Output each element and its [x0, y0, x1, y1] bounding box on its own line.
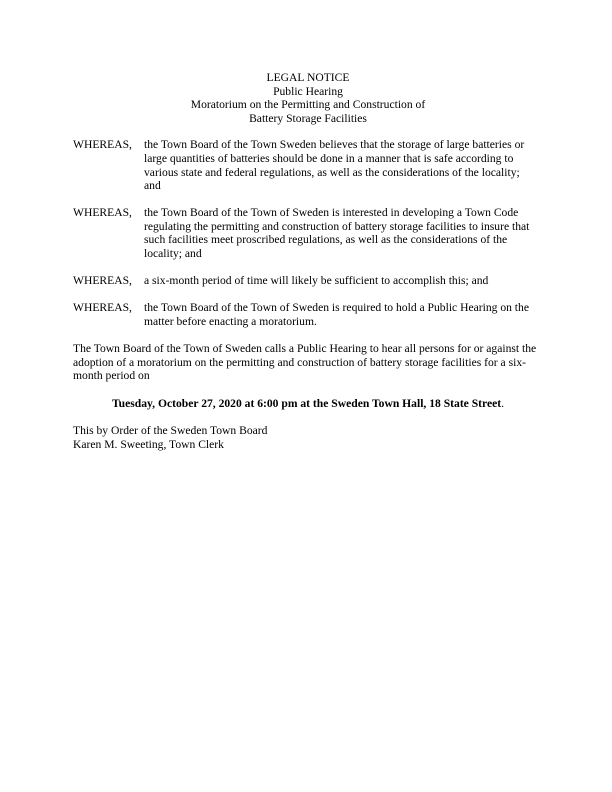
signoff-order-line: This by Order of the Sweden Town Board: [73, 424, 268, 438]
whereas-label: WHEREAS,: [73, 206, 132, 220]
whereas-clause-1: [73, 138, 543, 192]
whereas-clause-2: [73, 206, 543, 260]
notice-topic-line1: Moratorium on the Permitting and Construction of: [190, 98, 426, 112]
notice-title: LEGAL NOTICE: [266, 71, 350, 84]
hearing-date-location: [73, 397, 543, 411]
whereas-text: the Town Board of the Town of Sweden is interested in developing a Town Code regulating the permitting and construction of battery storage facilities to insure that such facilities meet proscribed regulations, as well as the considerations of the locality; and: [144, 206, 530, 261]
whereas-label: WHEREAS,: [73, 138, 132, 152]
notice-subtitle: Public Hearing: [273, 84, 343, 98]
whereas-clause-4: [73, 301, 543, 328]
hearing-datetime: Tuesday, October 27, 2020 at 6:00 pm at the Sweden Town Hall, 18 State Street: [111, 396, 502, 410]
whereas-clauses: [73, 138, 543, 328]
legal-notice-page: [73, 71, 543, 451]
public-hearing-call-paragraph: The Town Board of the Town of Sweden calls a Public Hearing to hear all persons for or against the adoption of a moratorium on the permitting and construction of battery storage facilities for a six-month period on: [73, 341, 537, 383]
whereas-label: WHEREAS,: [73, 301, 132, 315]
whereas-text: the Town Board of the Town Sweden believes that the storage of large batteries or large quantities of batteries should be done in a manner that is safe according to various state and federal regulations, as well as the considerations of the locality; and: [144, 138, 525, 193]
whereas-text: the Town Board of the Town of Sweden is required to hold a Public Hearing on the matter before enacting a moratorium.: [144, 301, 529, 328]
whereas-clause-3: [73, 274, 543, 288]
whereas-label: WHEREAS,: [73, 274, 132, 288]
notice-topic-line2: Battery Storage Facilities: [249, 111, 367, 125]
notice-heading: [73, 71, 543, 125]
whereas-text: a six-month period of time will likely be sufficient to accomplish this; and: [144, 274, 489, 288]
hearing-trailing-period: .: [501, 396, 505, 410]
signoff-clerk-line: Karen M. Sweeting, Town Clerk: [73, 437, 224, 451]
signoff: [73, 424, 543, 451]
